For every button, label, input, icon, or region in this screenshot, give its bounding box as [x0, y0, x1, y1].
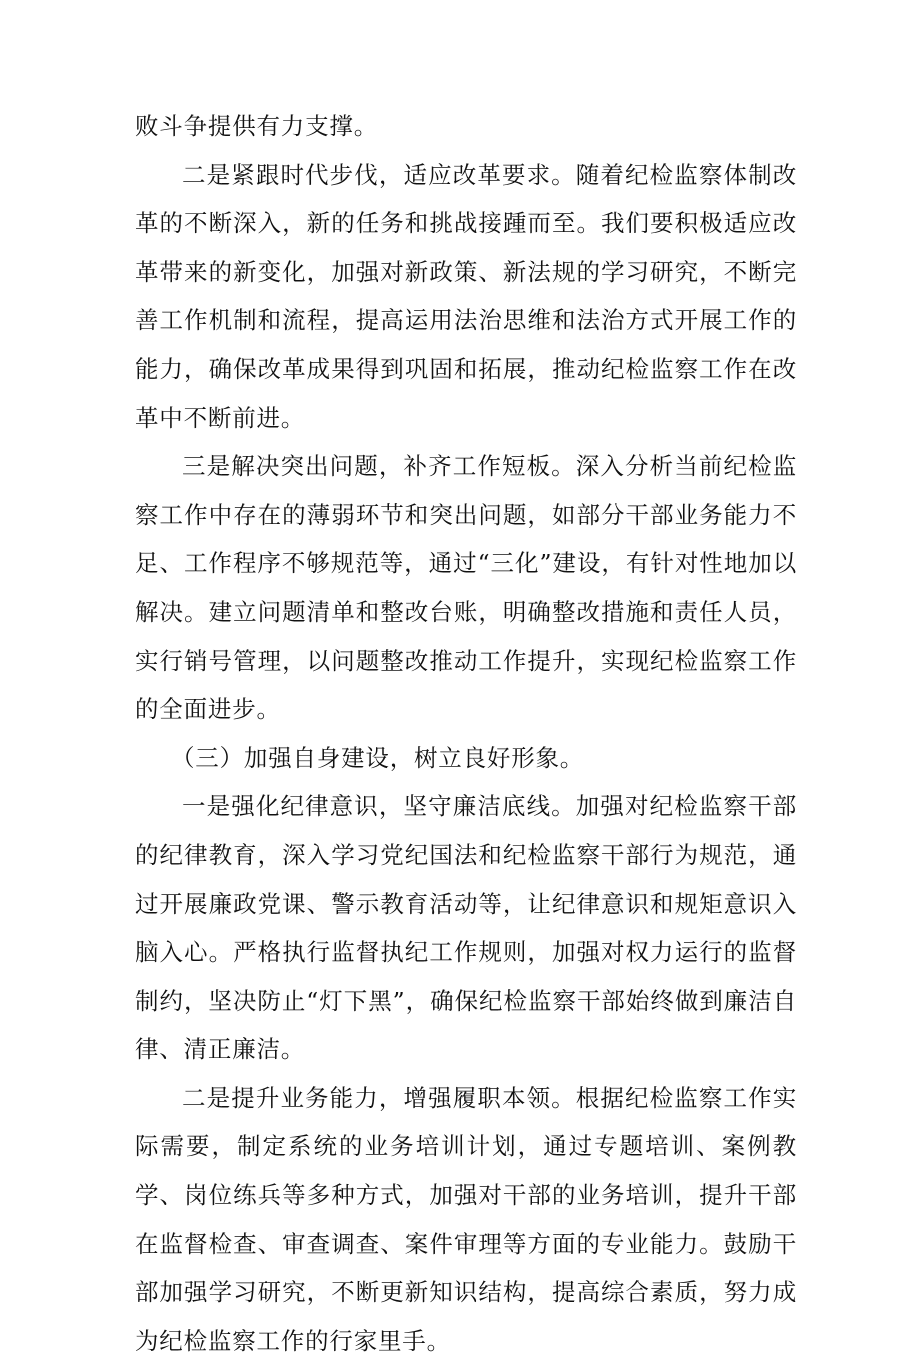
paragraph-continuation: 败斗争提供有力支撑。 — [135, 112, 378, 140]
document-body — [135, 102, 797, 1365]
paragraph-solve-problems: 三是解决突出问题，补齐工作短板。深入分析当前纪检监察工作中存在的薄弱环节和突出问题，如部分干部业务能力不足、工作程序不够规范等，通过“三化”建设，有针对性地加以解决。建立问题清单和整改台账，明确整改措施和责任人员，实行销号管理，以问题整改推动工作提升，实现纪检监察工作的全面进步。 — [135, 452, 797, 724]
section-heading-self-building: （三）加强自身建设，树立良好形象。 — [171, 743, 585, 772]
paragraph-reform-requirements: 二是紧跟时代步伐，适应改革要求。随着纪检监察体制改革的不断深入，新的任务和挑战接踵而至。我们要积极适应改革带来的新变化，加强对新政策、新法规的学习研究，不断完善工作机制和流程，提高运用法治思维和法治方式开展工作的能力，确保改革成果得到巩固和拓展，推动纪检监察工作在改革中不断前进。 — [135, 160, 797, 432]
paragraph-discipline-awareness: 一是强化纪律意识，坚守廉洁底线。加强对纪检监察干部的纪律教育，深入学习党纪国法和纪检监察干部行为规范，通过开展廉政党课、警示教育活动等，让纪律意识和规矩意识入脑入心。严格执行监督执纪工作规则，加强对权力运行的监督制约，坚决防止“灯下黑”，确保纪检监察干部始终做到廉洁自律、清正廉洁。 — [135, 792, 797, 1064]
paragraph-business-ability: 二是提升业务能力，增强履职本领。根据纪检监察工作实际需要，制定系统的业务培训计划，通过专题培训、案例教学、岗位练兵等多种方式，加强对干部的业务培训，提升干部在监督检查、审查调查、案件审理等方面的专业能力。鼓励干部加强学习研究，不断更新知识结构，提高综合素质，努力成为纪检监察工作的行家里手。 — [135, 1083, 797, 1355]
